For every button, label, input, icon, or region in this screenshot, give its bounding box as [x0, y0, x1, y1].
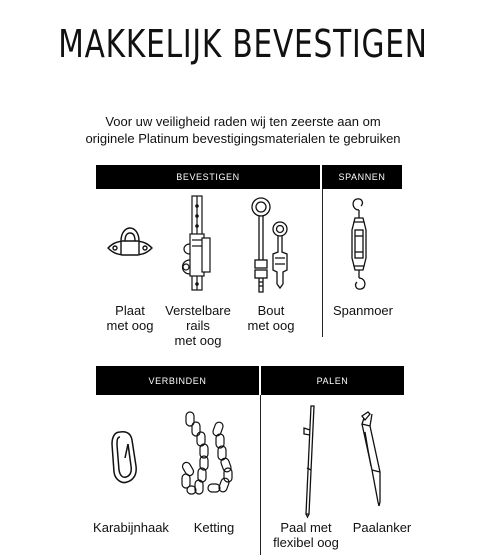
section-title-spannen: SPANNEN [338, 172, 386, 182]
turnbuckle-icon [344, 196, 374, 294]
adjustable-rail-icon [178, 194, 218, 294]
page-title: MAKKELIJK BEVESTIGEN [58, 22, 428, 66]
chain-icon [178, 410, 244, 500]
section-header-palen [261, 366, 404, 395]
label-paal: Paal met flexibel oog [273, 520, 339, 550]
label-rails: Verstelbare rails met oog [165, 303, 231, 348]
eye-plate-icon [104, 224, 156, 264]
section-divider-bottom [260, 395, 261, 555]
section-header-bevestigen [96, 165, 320, 189]
label-bout: Bout met oog [247, 303, 295, 333]
section-title-verbinden: VERBINDEN [148, 375, 207, 386]
section-title-palen: PALEN [316, 375, 349, 386]
eye-bolt-icon [246, 196, 296, 296]
label-spanmoer: Spanmoer [333, 303, 393, 318]
label-karabijnhaak: Karabijnhaak [93, 520, 169, 535]
intro-line-2: originele Platinum bevestigingsmaterialen te gebruiken [85, 131, 401, 146]
label-paalanker: Paalanker [352, 520, 412, 535]
carabiner-icon [108, 428, 142, 486]
label-ketting: Ketting [193, 520, 235, 535]
section-divider-top [322, 189, 323, 337]
section-header-verbinden [96, 366, 259, 395]
flexible-pole-icon [296, 404, 320, 518]
ground-anchor-icon [358, 410, 388, 506]
section-header-spannen [322, 165, 402, 189]
intro-line-1: Voor uw veiligheid raden wij ten zeerste aan om [105, 114, 381, 129]
section-title-bevestigen: BEVESTIGEN [176, 172, 240, 182]
label-plaat: Plaat met oog [106, 303, 154, 333]
